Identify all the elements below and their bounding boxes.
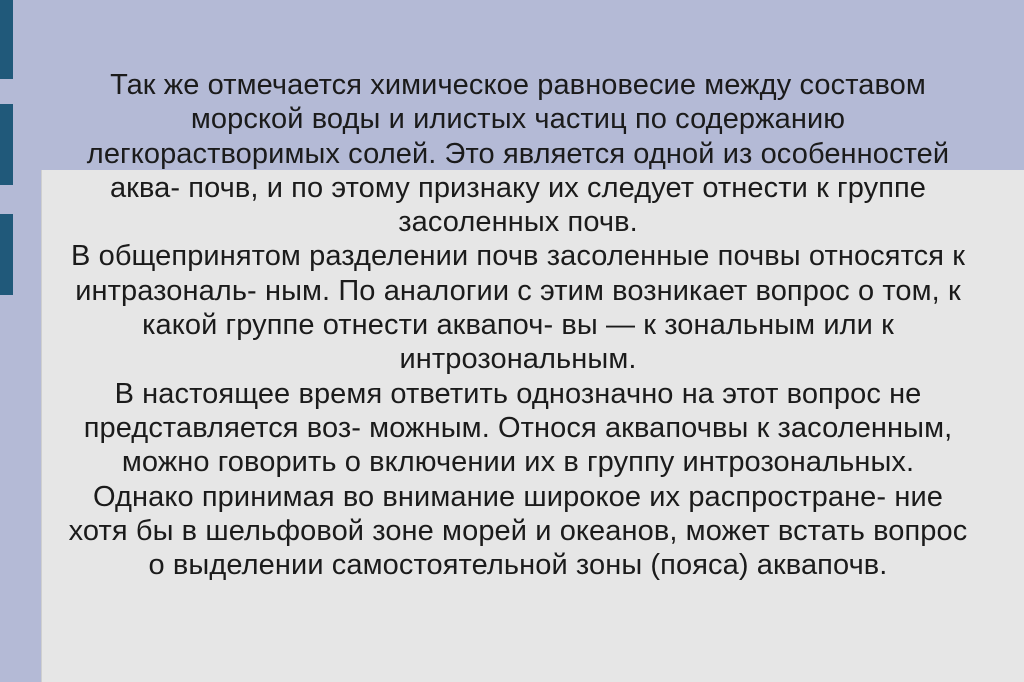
slide-body-text [22,68,1014,582]
text-line: хотя бы в шельфовой зоне морей и океанов, может встать вопрос [68,514,968,547]
accent-bar-middle [0,104,13,185]
text-line: В общепринятом разделении почв засоленные почвы относятся к [71,240,965,273]
accent-bar-bottom [0,214,13,295]
text-line: Так же отмечается химическое равновесие между составом [110,69,926,101]
text-line: о выделении самостоятельной зоны (пояса) аквапочв. [148,549,888,582]
text-line: интрозональным. [399,343,637,376]
text-line: аква- почв, и по этому признаку их следует отнести к группе [109,171,927,204]
accent-bar-top [0,0,13,79]
text-line: представляется воз- можным. Относя аквапочвы к засоленным, [83,411,953,444]
text-line: В настоящее время ответить однозначно на этот вопрос не [114,377,922,410]
text-line: можно говорить о включении их в группу интрозональных. [121,446,915,479]
text-line: морской воды и илистых частиц по содержанию [190,103,846,136]
text-line: какой группе отнести аквапоч- вы — к зональным или к [142,309,894,342]
text-line: Однако принимая во внимание широкое их распростране- ние [93,480,943,513]
text-line: легкорастворимых солей. Это является одной из особенностей [86,137,950,170]
text-line: засоленных почв. [398,206,638,239]
text-line: интразональ- ным. По аналогии с этим возникает вопрос о том, к [75,274,961,307]
